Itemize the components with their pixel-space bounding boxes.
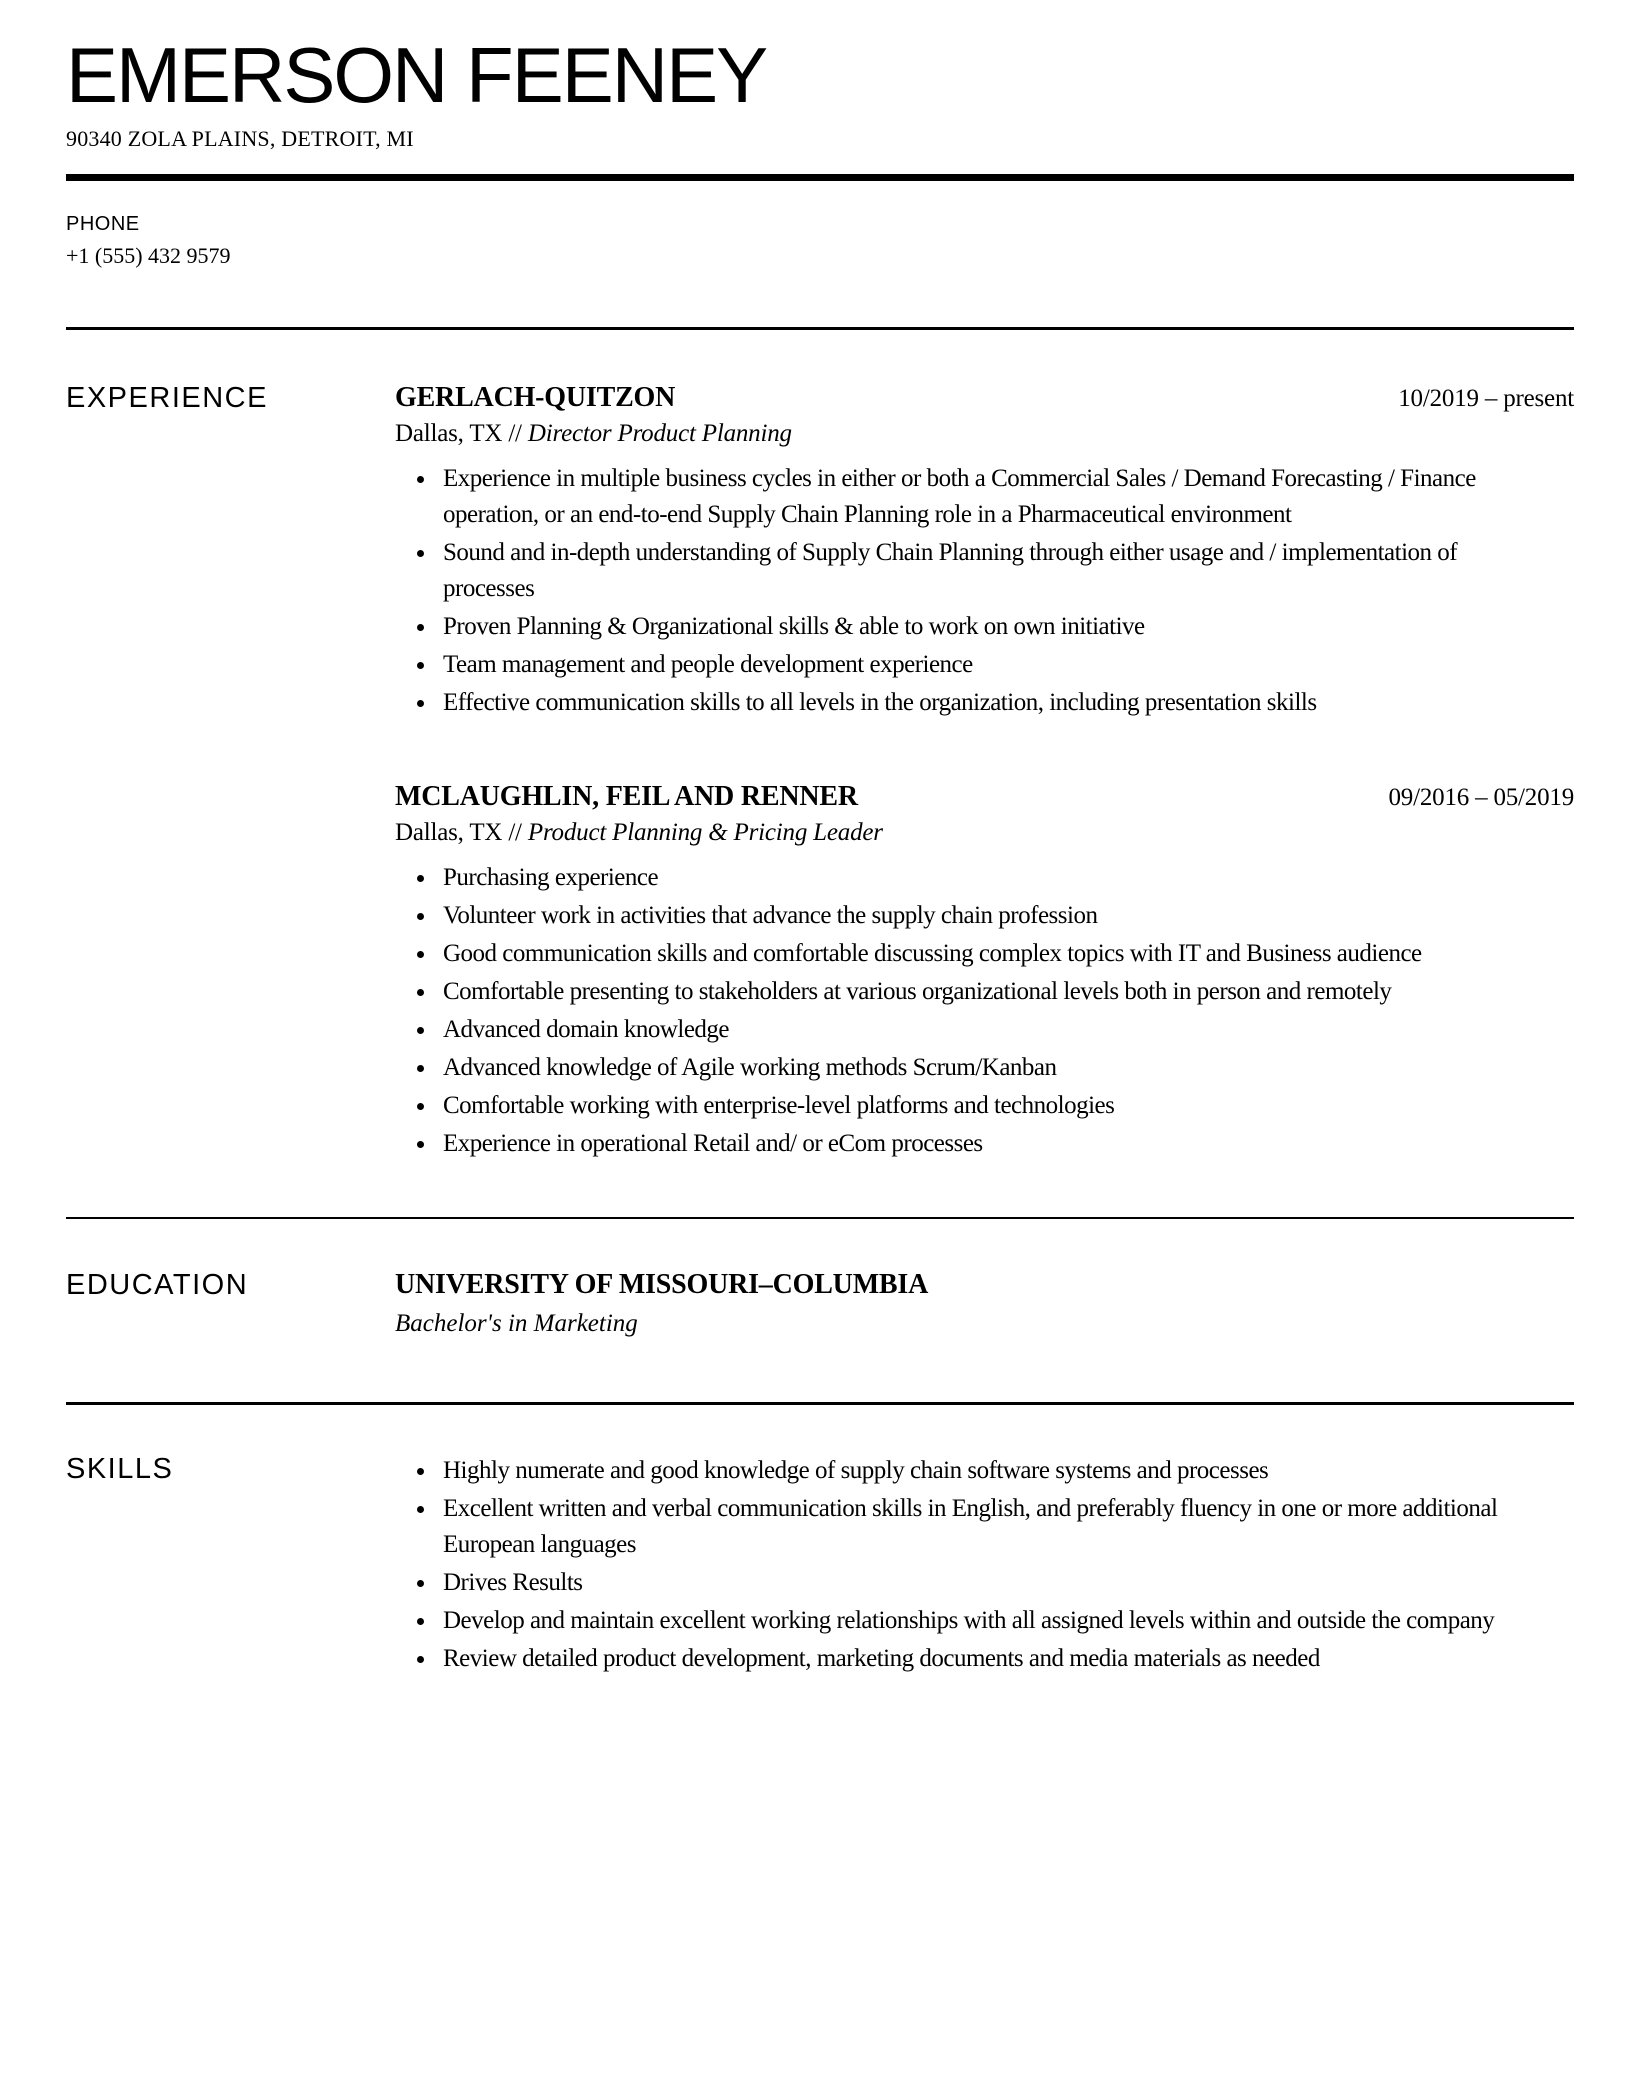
job-separator: // [508, 818, 522, 846]
experience-bullet: Advanced knowledge of Agile working methods Scrum/Kanban [443, 1050, 1548, 1086]
experience-bullet: Experience in operational Retail and/ or eCom processes [443, 1126, 1548, 1162]
experience-bullet: Volunteer work in activities that advance the supply chain profession [443, 898, 1548, 934]
job-location: Dallas, TX [395, 419, 503, 447]
experience-bullet: Advanced domain knowledge [443, 1012, 1548, 1048]
job-company: GERLACH-QUITZON [395, 381, 676, 413]
skills-bullet-list [395, 1453, 1574, 1677]
experience-bullet: Team management and people development experience [443, 647, 1548, 683]
experience-bullet: Effective communication skills to all levels in the organization, including presentation skills [443, 685, 1548, 721]
person-name: EMERSON FEENEY [66, 31, 767, 119]
job-header [395, 382, 1574, 414]
phone-label: PHONE [66, 213, 140, 235]
job-header [395, 781, 1574, 813]
experience-section [66, 382, 1574, 1164]
education-section [66, 1269, 1574, 1338]
job-location: Dallas, TX [395, 818, 503, 846]
phone-number: +1 (555) 432 9579 [66, 243, 231, 268]
header-divider [66, 174, 1574, 181]
section-divider [66, 1402, 1574, 1405]
experience-bullet: Comfortable presenting to stakeholders at various organizational levels both in person and remotely [443, 974, 1548, 1010]
education-section-body [395, 1269, 1574, 1338]
experience-bullet: Comfortable working with enterprise-level platforms and technologies [443, 1088, 1548, 1124]
job-bullet-list [395, 860, 1574, 1162]
experience-bullet: Good communication skills and comfortable discussing complex topics with IT and Business audience [443, 936, 1548, 972]
job-company: MCLAUGHLIN, FEIL AND RENNER [395, 780, 858, 812]
job-entry [395, 382, 1574, 721]
section-divider [66, 1217, 1574, 1220]
section-divider [66, 327, 1574, 330]
education-school: UNIVERSITY OF MISSOURI–COLUMBIA [395, 1269, 929, 1300]
skills-section-body [395, 1453, 1574, 1679]
contact-block [66, 213, 1574, 269]
experience-section-label: EXPERIENCE [66, 381, 268, 414]
skills-section-label: SKILLS [66, 1452, 174, 1485]
experience-bullet: Sound and in-depth understanding of Supply Chain Planning through either usage and / implementation of processes [443, 535, 1548, 607]
experience-bullet: Experience in multiple business cycles in either or both a Commercial Sales / Demand Forecasting / Finance operation, or an end-to-end Supply Chain Planning role in a Pharmaceutical environment [443, 461, 1548, 533]
job-role: Director Product Planning [527, 419, 792, 447]
experience-bullet: Proven Planning & Organizational skills & able to work on own initiative [443, 609, 1548, 645]
job-dates: 09/2016 – 05/2019 [1388, 783, 1574, 811]
skill-bullet: Develop and maintain excellent working relationships with all assigned levels within and outside the company [443, 1603, 1548, 1639]
job-dates: 10/2019 – present [1398, 384, 1574, 412]
skills-section [66, 1453, 1574, 1679]
job-subtitle [395, 819, 1574, 847]
skill-bullet: Drives Results [443, 1565, 1548, 1601]
education-section-label: EDUCATION [66, 1269, 249, 1301]
job-subtitle [395, 420, 1574, 448]
job-separator: // [508, 419, 522, 447]
skill-bullet: Excellent written and verbal communication skills in English, and preferably fluency in one or more additional European languages [443, 1491, 1548, 1563]
person-address: 90340 ZOLA PLAINS, DETROIT, MI [66, 126, 414, 151]
resume-header [66, 31, 1574, 181]
job-entry [395, 781, 1574, 1162]
experience-bullet: Purchasing experience [443, 860, 1548, 896]
skill-bullet: Highly numerate and good knowledge of supply chain software systems and processes [443, 1453, 1548, 1489]
skill-bullet: Review detailed product development, marketing documents and media materials as needed [443, 1641, 1548, 1677]
experience-section-body [395, 382, 1574, 1164]
job-bullet-list [395, 461, 1574, 721]
job-role: Product Planning & Pricing Leader [527, 818, 883, 846]
education-degree: Bachelor's in Marketing [395, 1310, 638, 1337]
